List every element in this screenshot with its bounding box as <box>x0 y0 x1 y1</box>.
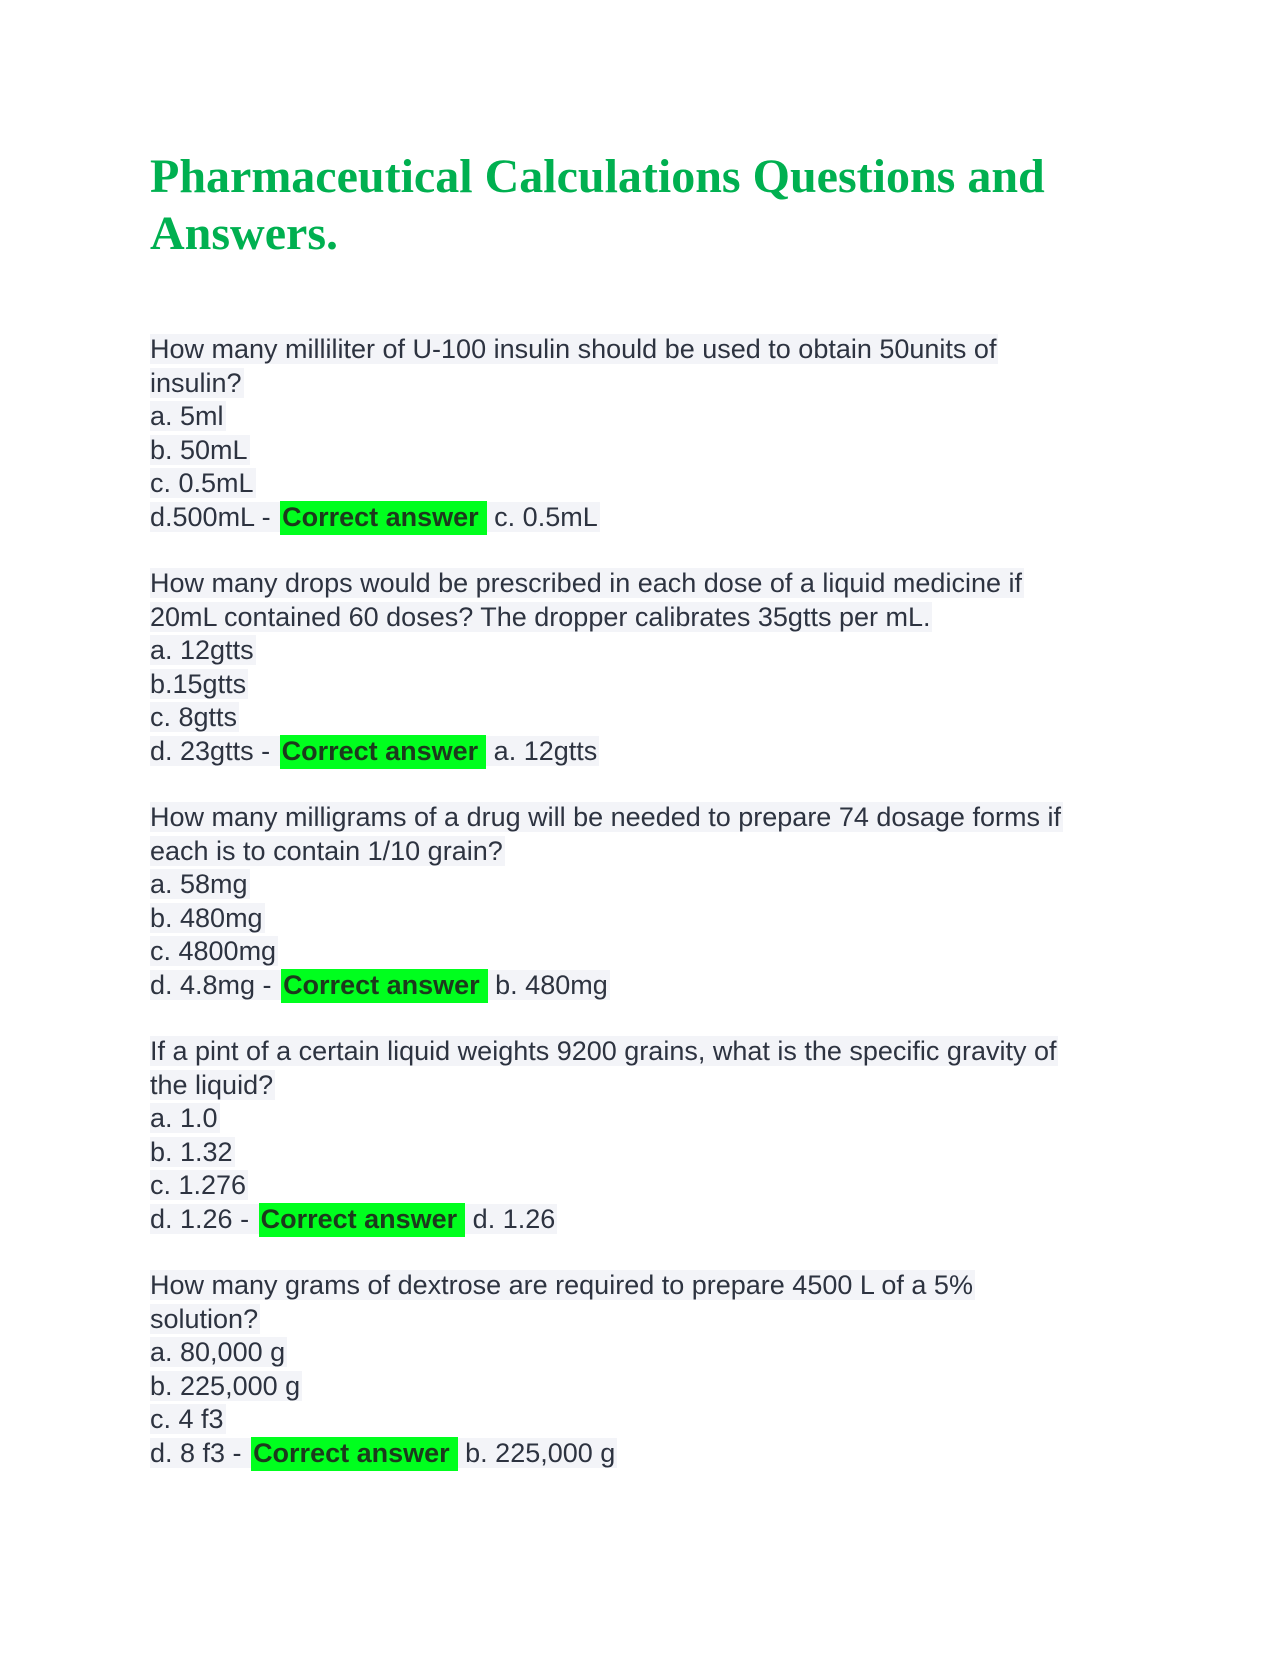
question-text: How many grams of dextrose are required to prepare 4500 L of a 5% solution? <box>150 1270 973 1334</box>
option-c: c. 1.276 <box>150 1170 247 1200</box>
question-block <box>150 567 1090 768</box>
question-text: How many milliliter of U-100 insulin should be used to obtain 50units of insulin? <box>150 334 997 398</box>
option-c: c. 8gtts <box>150 702 238 732</box>
correct-answer-badge: Correct answer <box>251 1437 458 1471</box>
option-d-with-answer <box>150 969 1110 1003</box>
option-b: b.15gtts <box>150 668 247 699</box>
option-b: b. 225,000 g <box>150 1370 301 1401</box>
correct-answer-badge: Correct answer <box>281 969 488 1003</box>
option-b: b. 50mL <box>150 434 248 465</box>
option-d: d. 4.8mg - <box>150 969 280 1000</box>
option-a: a. 80,000 g <box>150 1337 286 1367</box>
option-d: d. 23gtts - <box>150 735 278 766</box>
correct-answer-value: c. 0.5mL <box>486 501 598 532</box>
correct-answer-badge: Correct answer <box>280 735 487 769</box>
option-c: c. 0.5mL <box>150 468 254 498</box>
option-d-with-answer <box>150 501 1050 535</box>
option-c: c. 4 f3 <box>150 1404 224 1434</box>
correct-answer-value: b. 225,000 g <box>457 1437 616 1468</box>
option-b: b. 1.32 <box>150 1136 233 1167</box>
question-block <box>150 801 1110 1002</box>
question-block <box>150 1035 1090 1236</box>
correct-answer-badge: Correct answer <box>280 501 487 535</box>
option-d: d.500mL - <box>150 501 279 532</box>
option-d-with-answer <box>150 1203 1090 1237</box>
correct-answer-value: a. 12gtts <box>486 735 598 766</box>
document-title: Pharmaceutical Calculations Questions and Answers. <box>150 150 1045 260</box>
option-b: b. 480mg <box>150 902 263 933</box>
option-a: a. 5ml <box>150 401 224 431</box>
option-d-with-answer <box>150 1437 1050 1471</box>
correct-answer-badge: Correct answer <box>259 1203 466 1237</box>
question-text: How many milligrams of a drug will be needed to prepare 74 dosage forms if each is to contain 1/10 grain? <box>150 802 1061 866</box>
question-block <box>150 1269 1050 1470</box>
question-text: How many drops would be prescribed in each dose of a liquid medicine if 20mL contained 60 doses? The dropper calibrates 35gtts per mL. <box>150 568 1022 632</box>
option-c: c. 4800mg <box>150 936 277 966</box>
option-a: a. 1.0 <box>150 1103 218 1133</box>
option-d-with-answer <box>150 735 1090 769</box>
correct-answer-value: b. 480mg <box>487 969 608 1000</box>
option-d: d. 8 f3 - <box>150 1437 250 1468</box>
option-a: a. 58mg <box>150 869 248 899</box>
question-block <box>150 333 1050 534</box>
correct-answer-value: d. 1.26 <box>465 1203 556 1234</box>
option-a: a. 12gtts <box>150 635 254 665</box>
question-text: If a pint of a certain liquid weights 9200 grains, what is the specific gravity of the liquid? <box>150 1036 1057 1100</box>
option-d: d. 1.26 - <box>150 1203 257 1234</box>
